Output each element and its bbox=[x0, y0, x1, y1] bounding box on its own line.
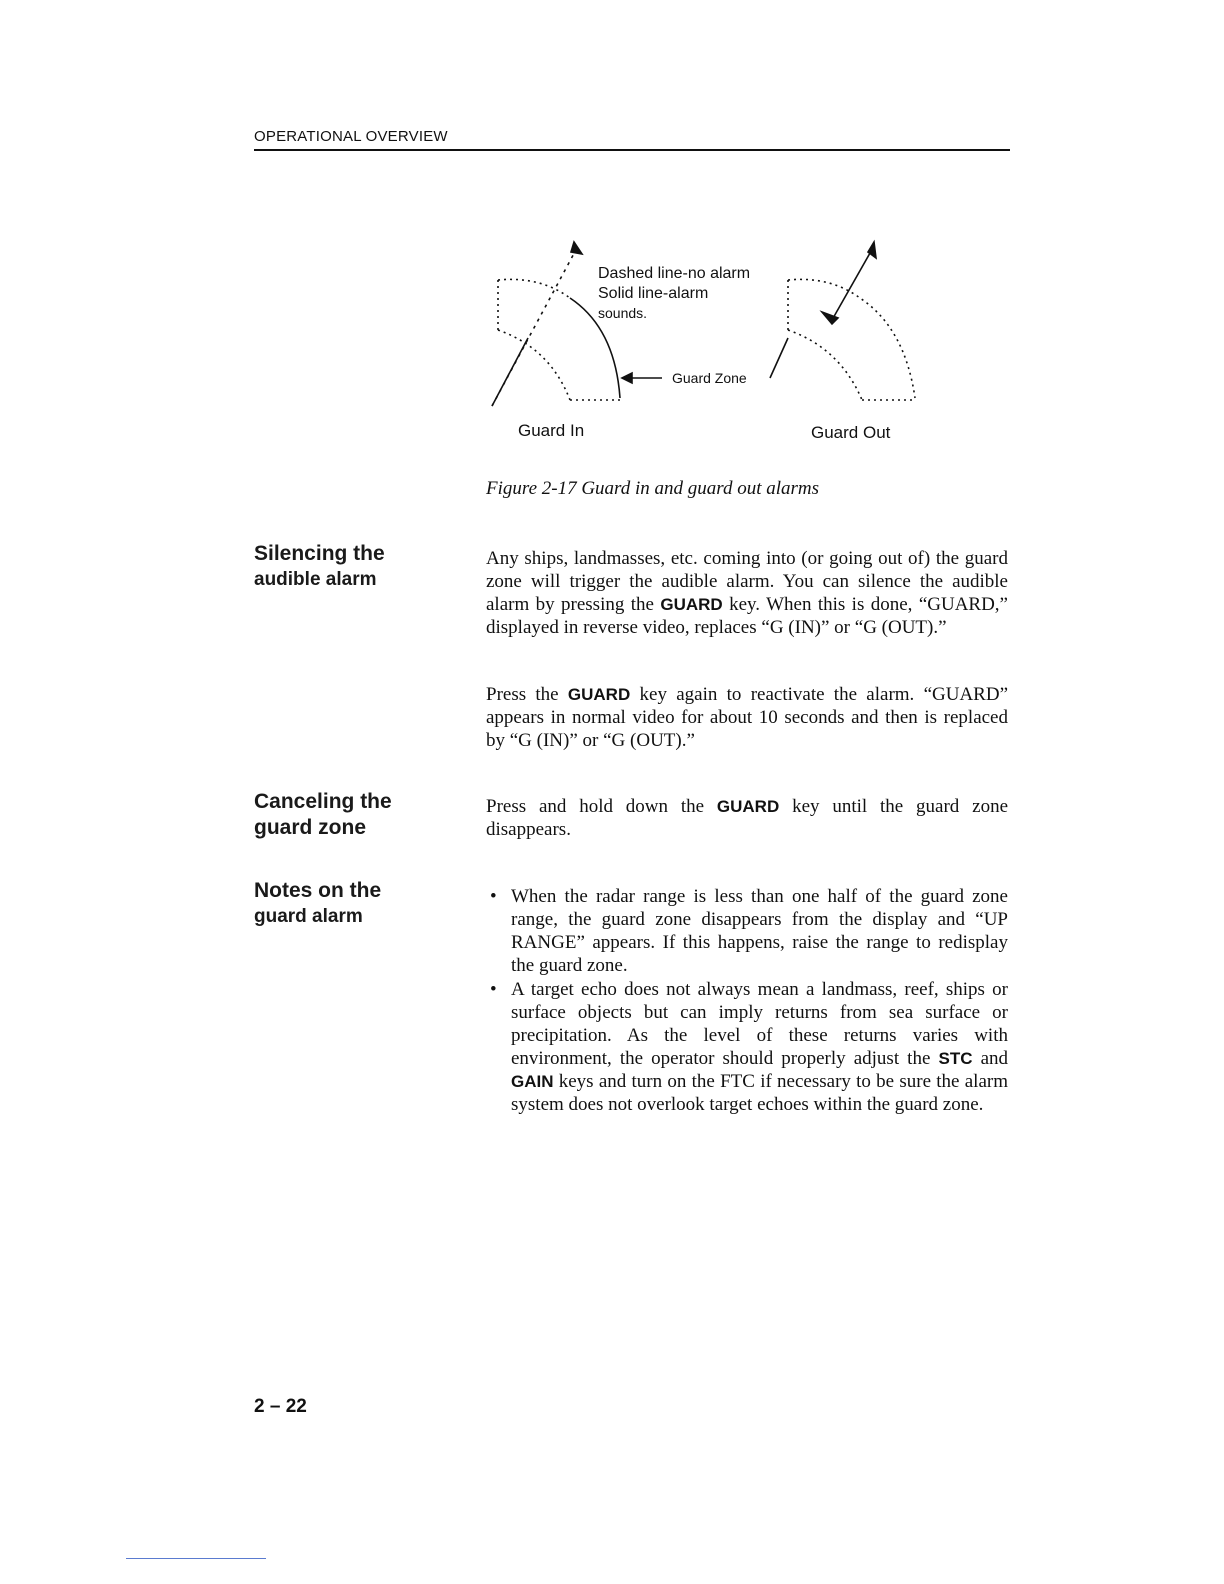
guard-in-arrowhead bbox=[571, 242, 582, 254]
list-item bbox=[486, 978, 1008, 1116]
guard-zone-pointer-arrow bbox=[622, 373, 632, 383]
figure-legend-line3: sounds. bbox=[598, 305, 648, 321]
notes-bullet-list bbox=[486, 885, 1008, 1117]
guard-zone-pointer-right bbox=[770, 338, 788, 378]
figure-legend-line2: Solid line-alarm bbox=[598, 285, 709, 302]
stc-key-label: STC bbox=[938, 1049, 973, 1068]
text-run: Any ships, landmasses, etc. coming into (or going out of) the guard zone will trigger the audible alarm. You can silence the audible alarm by pressing the bbox=[486, 548, 1008, 615]
silencing-paragraph-2 bbox=[486, 683, 1008, 752]
list-item bbox=[486, 885, 1008, 977]
text-run: key until the guard zone disappears. bbox=[486, 796, 1008, 840]
scan-artifact-line bbox=[126, 1558, 266, 1559]
bullet-dot-icon: • bbox=[490, 979, 497, 1000]
figure-caption: Figure 2-17 Guard in and guard out alarms bbox=[486, 478, 820, 499]
text-run: Press the bbox=[486, 684, 568, 705]
text-run: keys and turn on the FTC if necessary to be sure the alarm system does not overlook target echoes within the guard zone. bbox=[511, 1071, 1008, 1115]
page-number: 2 – 22 bbox=[254, 1396, 307, 1417]
guard-key-label: GUARD bbox=[567, 685, 631, 704]
guard-out-target-track bbox=[832, 246, 874, 320]
text-run: key. When this is done, “GUARD,” displayed in reverse video, replaces “G (IN)” or “G (OUT).” bbox=[486, 594, 1008, 638]
guard-out-label: Guard Out bbox=[811, 423, 891, 442]
heading-canceling-line2: guard zone bbox=[254, 816, 367, 839]
heading-notes bbox=[254, 878, 454, 930]
heading-notes-line2: guard alarm bbox=[254, 906, 363, 927]
guard-out-outer-arc bbox=[788, 279, 915, 398]
header-title: OPERATIONAL OVERVIEW bbox=[254, 128, 448, 145]
guard-in-inner-arc bbox=[498, 330, 570, 400]
gain-key-label: GAIN bbox=[511, 1072, 554, 1091]
bullet-dot-icon: • bbox=[490, 886, 497, 907]
guard-out-inner-arc bbox=[788, 330, 862, 400]
guard-key-label: GUARD bbox=[660, 595, 723, 614]
heading-canceling bbox=[254, 789, 454, 841]
guard-key-label: GUARD bbox=[716, 797, 780, 816]
guard-zone-label: Guard Zone bbox=[672, 370, 747, 386]
heading-canceling-line1: Canceling the bbox=[254, 790, 392, 813]
guard-in-outer-arc bbox=[498, 279, 570, 298]
text-run: and bbox=[972, 1048, 1008, 1069]
heading-silencing-line2: audible alarm bbox=[254, 569, 377, 590]
heading-silencing-line1: Silencing the bbox=[254, 542, 385, 565]
guard-in-label: Guard In bbox=[518, 421, 585, 440]
guard-zone-figure bbox=[470, 228, 960, 448]
heading-silencing bbox=[254, 541, 454, 593]
running-header bbox=[254, 128, 1010, 151]
heading-notes-line1: Notes on the bbox=[254, 879, 382, 902]
silencing-paragraph-1 bbox=[486, 547, 1008, 639]
guard-in-target-solid bbox=[492, 338, 528, 406]
figure-legend-line1: Dashed line-no alarm bbox=[598, 265, 751, 282]
text-run: A target echo does not always mean a landmass, reef, ships or surface objects but can imply returns from sea surface or precipitation. As the level of these returns varies with environment, the operator should properly adjust the bbox=[511, 979, 1008, 1069]
canceling-paragraph bbox=[486, 795, 1008, 841]
text-run: key again to reactivate the alarm. “GUARD” appears in normal video for about 10 seconds and then is replaced by “G (IN)” or “G (OUT).” bbox=[486, 684, 1009, 751]
text-run: When the radar range is less than one half of the guard zone range, the guard zone disappears from the display and “UP RANGE” appears. If this happens, raise the range to redisplay the guard zone. bbox=[511, 886, 1008, 976]
text-run: Press and hold down the bbox=[486, 796, 717, 817]
